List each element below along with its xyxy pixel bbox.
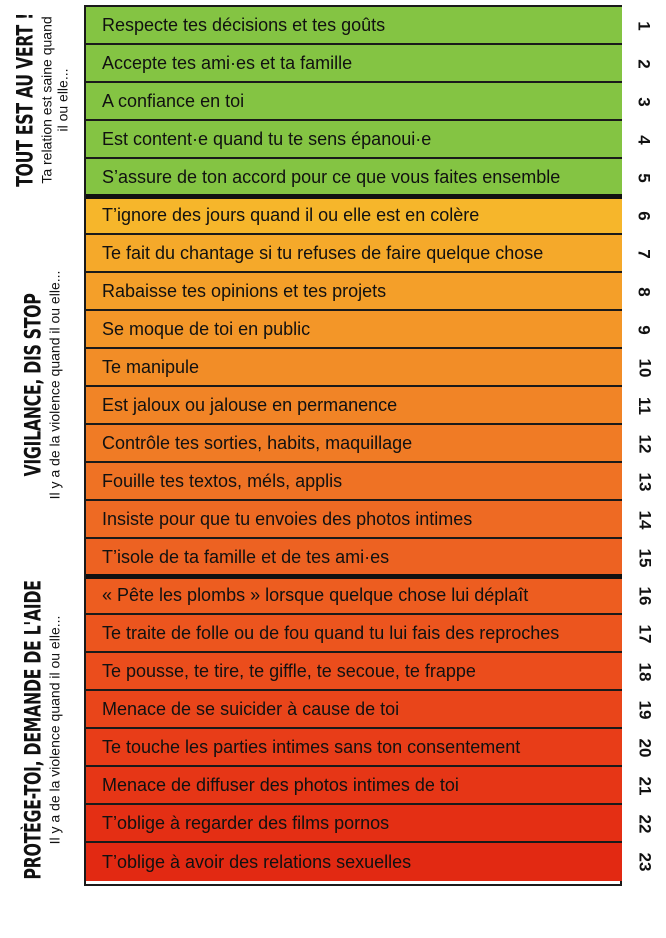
item-number (624, 463, 664, 501)
item-number-label: 9 (635, 325, 654, 335)
item-number-label: 11 (634, 397, 654, 415)
list-item (86, 159, 622, 197)
item-number-label: 20 (634, 738, 654, 758)
item-number (624, 273, 664, 311)
list-item (86, 349, 622, 387)
item-number-label: 23 (634, 852, 654, 872)
item-text: Contrôle tes sorties, habits, maquillage (102, 432, 413, 453)
section-orange (0, 195, 84, 575)
section-title: TOUT EST AU VERT ! (13, 13, 39, 187)
item-number-label: 5 (635, 173, 654, 183)
section-divider (86, 574, 622, 579)
item-number-label: 17 (634, 624, 654, 644)
item-number (624, 45, 664, 83)
item-text: T’ignore des jours quand il ou elle est en colère (102, 204, 480, 225)
list-item (86, 121, 622, 159)
item-number-label: 14 (634, 510, 654, 530)
item-text: S’assure de ton accord pour ce que vous faites ensemble (102, 166, 561, 187)
item-number (624, 843, 664, 881)
item-number-label: 4 (635, 135, 654, 145)
item-text: Te pousse, te tire, te giffle, te secoue, te frappe (102, 660, 476, 681)
item-number (624, 159, 664, 197)
item-text: Te fait du chantage si tu refuses de faire quelque chose (102, 242, 544, 263)
item-text: Insiste pour que tu envoies des photos intimes (102, 508, 473, 529)
item-text: Est content·e quand tu te sens épanoui·e (102, 128, 432, 149)
item-text: Se moque de toi en public (102, 318, 311, 339)
section-green (0, 5, 84, 195)
item-number (624, 501, 664, 539)
list-item (86, 197, 622, 235)
item-number (624, 539, 664, 577)
item-text: « Pête les plombs » lorsque quelque chose lui déplaît (102, 584, 529, 605)
item-text: Accepte tes ami·es et ta famille (102, 52, 353, 73)
item-number (624, 83, 664, 121)
item-text: T’oblige à avoir des relations sexuelles (102, 851, 412, 872)
item-number-label: 8 (635, 287, 654, 297)
list-item (86, 45, 622, 83)
section-subtitle: Il y a de la violence quand il ou elle... (46, 615, 63, 845)
item-number (624, 729, 664, 767)
list-item (86, 615, 622, 653)
item-text: A confiance en toi (102, 90, 245, 111)
item-number (624, 349, 664, 387)
item-text: Te traite de folle ou de fou quand tu lui fais des reproches (102, 622, 560, 643)
item-text: Rabaisse tes opinions et tes projets (102, 280, 387, 301)
item-number-label: 1 (635, 21, 654, 31)
item-text: Respecte tes décisions et tes goûts (102, 14, 386, 35)
item-number-label: 22 (634, 814, 654, 834)
list-item (86, 387, 622, 425)
item-number (624, 7, 664, 45)
list-item (86, 843, 622, 881)
item-number-label: 2 (635, 59, 654, 69)
list-item (86, 729, 622, 767)
item-number (624, 805, 664, 843)
item-number (624, 577, 664, 615)
item-text: Menace de se suicider à cause de toi (102, 698, 400, 719)
item-number-label: 19 (634, 700, 654, 720)
item-number-label: 21 (634, 776, 654, 796)
item-number-label: 13 (634, 472, 654, 492)
list-item (86, 501, 622, 539)
list-item (86, 767, 622, 805)
item-number-label: 18 (634, 662, 654, 682)
item-text: Est jaloux ou jalouse en permanence (102, 394, 398, 415)
list-item (86, 577, 622, 615)
list-item (86, 83, 622, 121)
section-title: PROTÈGE-TOI, DEMANDE DE L'AIDE (21, 580, 47, 880)
item-number-label: 6 (635, 211, 654, 221)
item-number (624, 615, 664, 653)
item-number-label: 7 (635, 249, 654, 259)
item-number (624, 121, 664, 159)
item-number (624, 767, 664, 805)
item-number (624, 197, 664, 235)
section-red (0, 575, 84, 885)
list-item (86, 235, 622, 273)
item-number-label: 15 (634, 548, 654, 568)
item-number-label: 16 (634, 586, 654, 606)
item-number (624, 425, 664, 463)
item-text: T’oblige à regarder des films pornos (102, 812, 390, 833)
list-item (86, 653, 622, 691)
item-text: T’isole de ta famille et de tes ami·es (102, 546, 390, 567)
list-item (86, 539, 622, 577)
item-number-label: 12 (634, 434, 654, 454)
section-subtitle: Ta relation est saine quand il ou elle... (38, 16, 71, 184)
item-text: Menace de diffuser des photos intimes de toi (102, 774, 459, 795)
item-number (624, 311, 664, 349)
list-item (86, 463, 622, 501)
item-text: Te touche les parties intimes sans ton consentement (102, 736, 521, 757)
item-number-label: 3 (635, 97, 654, 107)
list-item (86, 311, 622, 349)
section-divider (86, 194, 622, 199)
item-text: Te manipule (102, 356, 200, 377)
item-number (624, 691, 664, 729)
list-item (86, 691, 622, 729)
list-item (86, 805, 622, 843)
item-number-label: 10 (634, 358, 654, 378)
item-text: Fouille tes textos, méls, applis (102, 470, 343, 491)
list-item (86, 425, 622, 463)
item-number (624, 653, 664, 691)
list-item (86, 7, 622, 45)
list-item (86, 273, 622, 311)
section-title: VIGILANCE, DIS STOP (21, 293, 47, 477)
item-number (624, 387, 664, 425)
item-number (624, 235, 664, 273)
section-subtitle: Il y a de la violence quand il ou elle... (46, 270, 63, 500)
